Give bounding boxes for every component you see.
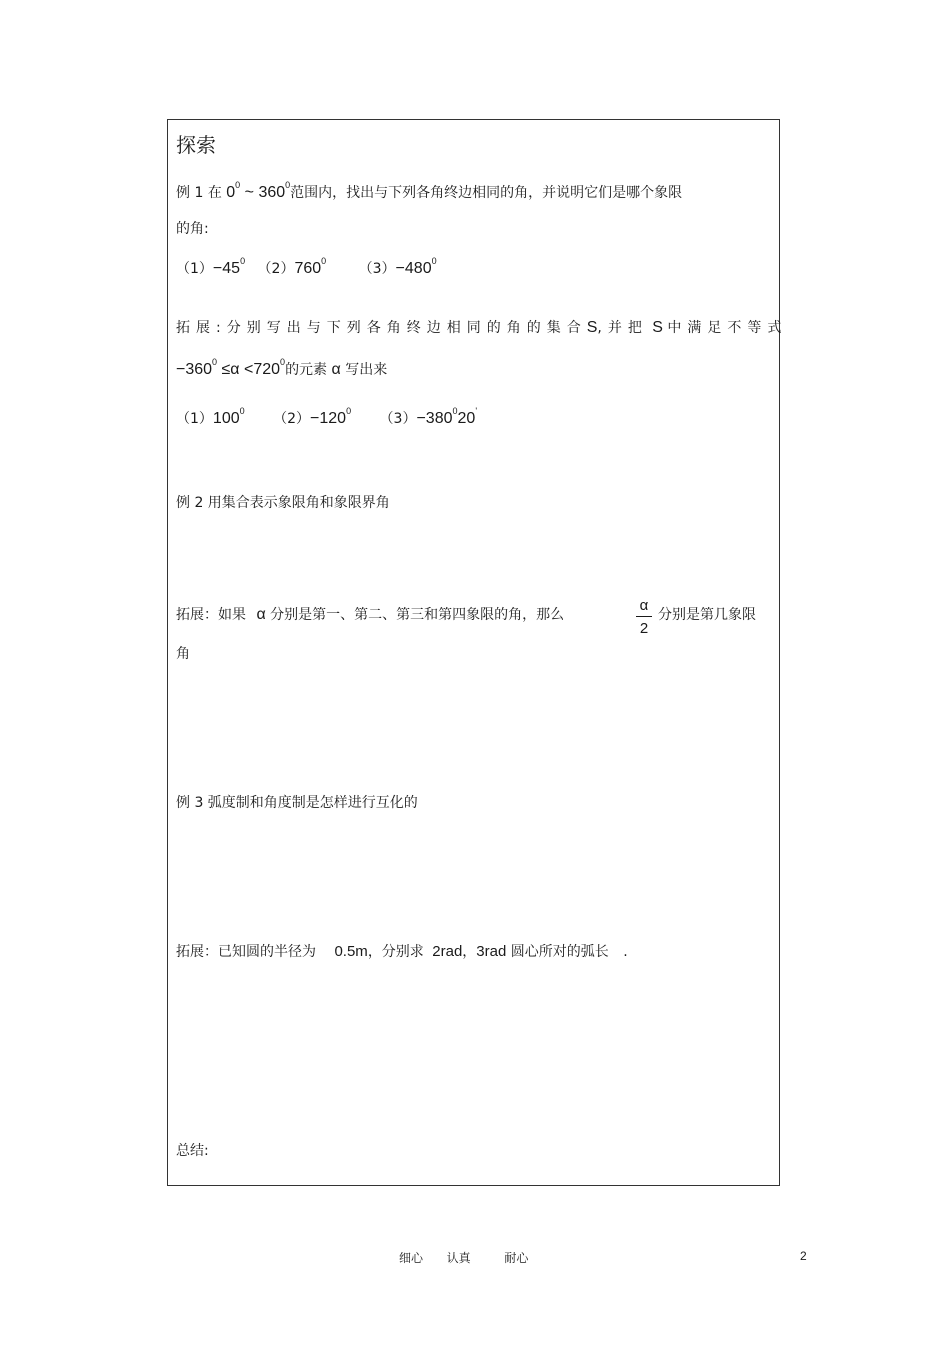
- extension1-line1: 拓展:分别写出与下列各角终边相同的角的集合S,并把 S 中满足不等式: [176, 319, 788, 336]
- example1-line1: 例 1 在 $0^0$ ~ $360^0$范围内，找出与下列各角终边相同的角，并说明它们是哪个象限: [176, 180, 683, 201]
- extension2-line2: 角: [176, 646, 190, 662]
- footer-word-2: 认真: [446, 1251, 471, 1265]
- section-title: 探索: [176, 133, 216, 157]
- extension3: 拓展：已知圆的半径为 0.5m，分别求 2rad，3rad 圆心所对的弧长 .: [176, 943, 628, 960]
- page-footer: [399, 1249, 528, 1266]
- example1-label: 例 1: [176, 185, 204, 201]
- footer-word-1: 细心: [399, 1251, 424, 1265]
- example1-line2: 的角:: [176, 221, 209, 237]
- summary-label: 总结:: [176, 1143, 209, 1159]
- footer-word-3: 耐心: [504, 1251, 529, 1265]
- example3: 例 3 弧度制和角度制是怎样进行互化的: [176, 795, 418, 811]
- extension2-line1: 拓展：如果 α 分别是第一、第二、第三和第四象限的角，那么: [176, 606, 565, 623]
- extension2-line1-tail: 分别是第几象限: [658, 607, 756, 623]
- alpha-over-2-fraction: α 2: [634, 597, 654, 637]
- extension1-items: $(1)100^0$ $(2)-120^0$ $(3)-380^020'$: [176, 406, 478, 427]
- example1-items: $(1)-45^0$ $(2)760^0$ $(3)-480^0$: [176, 256, 437, 277]
- page-number: 2: [800, 1249, 807, 1263]
- extension1-inequality: $-360^0 \le\alpha <720^0$的元素 α 写出来: [176, 357, 388, 378]
- example2: 例 2 用集合表示象限角和象限界角: [176, 495, 390, 511]
- content-frame: [167, 119, 780, 1186]
